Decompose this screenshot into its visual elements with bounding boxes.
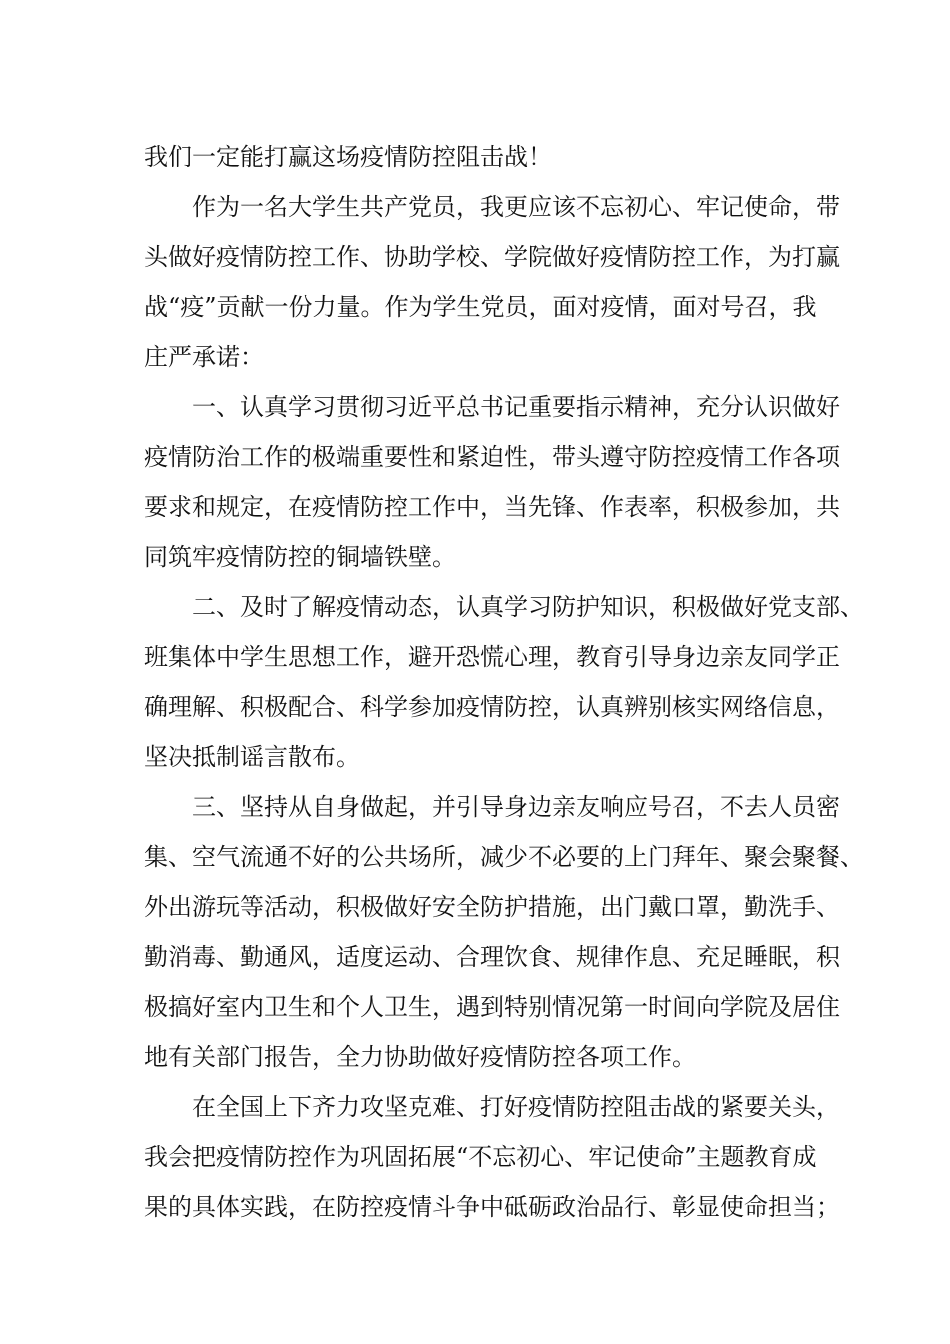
text-line: 头做好疫情防控工作、协助学校、学院做好疫情防控工作，为打赢 — [144, 243, 840, 271]
text-line: 极搞好室内卫生和个人卫生，遇到特别情况第一时间向学院及居住 — [144, 993, 840, 1021]
text-line: 战“疫”贡献一份力量。作为学生党员，面对疫情，面对号召，我 — [144, 293, 817, 321]
text-line: 二、及时了解疫情动态，认真学习防护知识，积极做好党支部、 — [192, 593, 864, 621]
text-line: 果的具体实践，在防控疫情斗争中砥砺政治品行、彰显使命担当； — [144, 1193, 840, 1221]
text-line: 确理解、积极配合、科学参加疫情防控，认真辨别核实网络信息， — [144, 693, 840, 721]
text-line: 同筑牢疫情防控的铜墙铁壁。 — [144, 543, 456, 571]
text-line: 在全国上下齐力攻坚克难、打好疫情防控阻击战的紧要关头， — [192, 1093, 840, 1121]
text-line: 疫情防治工作的极端重要性和紧迫性，带头遵守防控疫情工作各项 — [144, 443, 840, 471]
text-line: 班集体中学生思想工作，避开恐慌心理，教育引导身边亲友同学正 — [144, 643, 840, 671]
text-line: 外出游玩等活动，积极做好安全防护措施，出门戴口罩，勤洗手、 — [144, 893, 840, 921]
text-line: 我们一定能打赢这场疫情防控阻击战！ — [144, 143, 552, 171]
text-line: 作为一名大学生共产党员，我更应该不忘初心、牢记使命，带 — [192, 193, 840, 221]
text-line: 地有关部门报告，全力协助做好疫情防控各项工作。 — [144, 1043, 696, 1071]
text-line: 我会把疫情防控作为巩固拓展“不忘初心、牢记使命”主题教育成 — [144, 1143, 817, 1171]
document-body — [144, 132, 864, 1232]
text-line: 庄严承诺： — [144, 343, 264, 371]
text-line: 一、认真学习贯彻习近平总书记重要指示精神，充分认识做好 — [192, 393, 840, 421]
text-line: 勤消毒、勤通风，适度运动、合理饮食、规律作息、充足睡眠，积 — [144, 943, 840, 971]
text-line: 要求和规定，在疫情防控工作中，当先锋、作表率，积极参加，共 — [144, 493, 840, 521]
text-line: 三、坚持从自身做起，并引导身边亲友响应号召，不去人员密 — [192, 793, 840, 821]
text-line: 坚决抵制谣言散布。 — [144, 743, 360, 771]
text-line: 集、空气流通不好的公共场所，减少不必要的上门拜年、聚会聚餐、 — [144, 843, 864, 871]
